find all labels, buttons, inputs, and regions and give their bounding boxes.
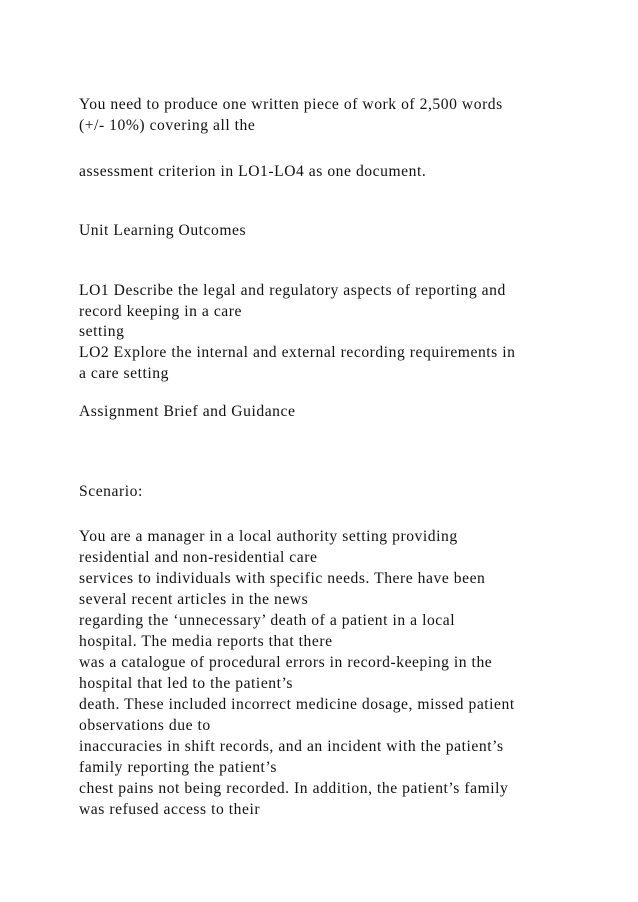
text-line: was refused access to their bbox=[79, 801, 261, 818]
text-line: (+/- 10%) covering all the bbox=[79, 117, 256, 134]
section-heading: Unit Learning Outcomes bbox=[79, 222, 247, 239]
text-line: inaccuracies in shift records, and an incident with the patient’s bbox=[79, 738, 504, 755]
text-line: record keeping in a care bbox=[79, 303, 242, 320]
text-line: hospital. The media reports that there bbox=[79, 633, 333, 650]
text-line: family reporting the patient’s bbox=[79, 759, 277, 776]
text-line: regarding the ‘unnecessary’ death of a patient in a local bbox=[79, 612, 456, 629]
text-line: chest pains not being recorded. In addition, the patient’s family bbox=[79, 780, 509, 797]
text-line: hospital that led to the patient’s bbox=[79, 675, 294, 692]
text-line: residential and non-residential care bbox=[79, 549, 318, 566]
text-line: several recent articles in the news bbox=[79, 591, 309, 608]
text-line: LO1 Describe the legal and regulatory aspects of reporting and bbox=[79, 282, 506, 299]
text-line: a care setting bbox=[79, 365, 169, 382]
text-line: setting bbox=[79, 323, 125, 340]
text-line: was a catalogue of procedural errors in record-keeping in the bbox=[79, 654, 493, 671]
text-line: death. These included incorrect medicine dosage, missed patient bbox=[79, 696, 515, 713]
text-line: You are a manager in a local authority setting providing bbox=[79, 528, 458, 545]
text-line: observations due to bbox=[79, 717, 211, 734]
text-line: LO2 Explore the internal and external recording requirements in bbox=[79, 344, 516, 361]
text-line: assessment criterion in LO1-LO4 as one document. bbox=[79, 163, 427, 180]
section-heading: Scenario: bbox=[79, 483, 143, 500]
text-line: services to individuals with specific needs. There have been bbox=[79, 570, 486, 587]
section-heading: Assignment Brief and Guidance bbox=[79, 403, 296, 420]
text-line: You need to produce one written piece of work of 2,500 words bbox=[79, 96, 503, 113]
